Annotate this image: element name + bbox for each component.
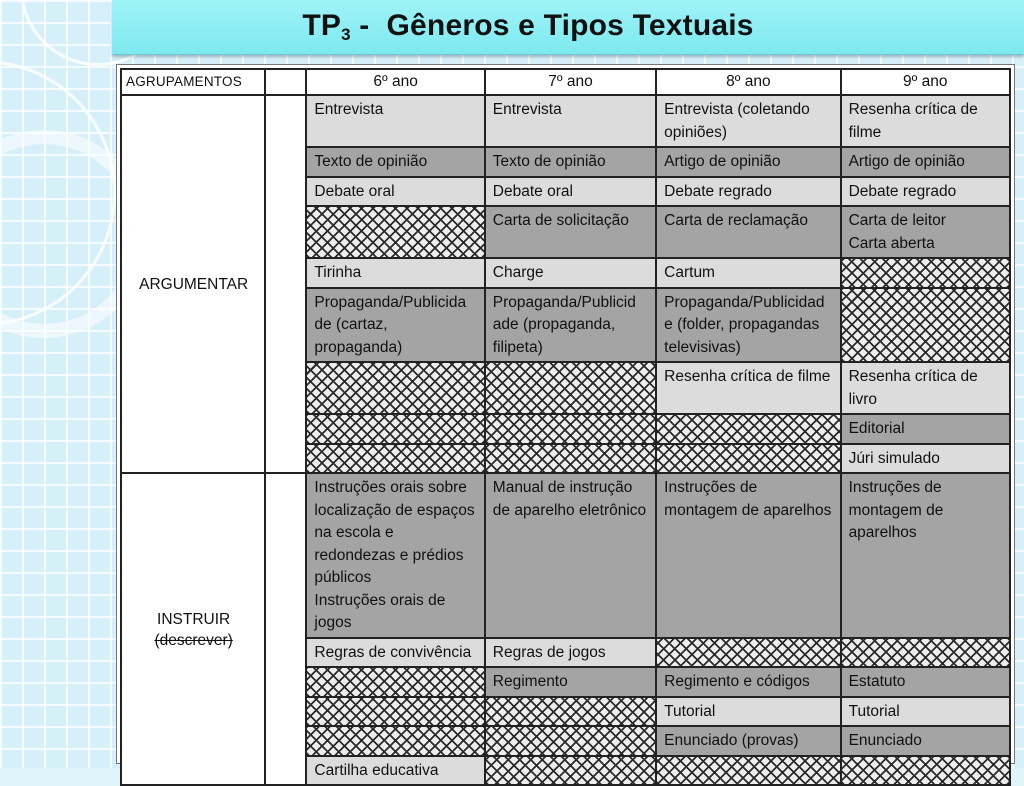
table-row bbox=[121, 473, 1010, 638]
genre-cell-6ano: Tirinha bbox=[306, 258, 484, 288]
genre-cell-7ano: Manual de instrução de aparelho eletrônico bbox=[485, 473, 656, 638]
header-year-8: 8º ano bbox=[656, 69, 840, 95]
genre-cell-6ano: Debate oral bbox=[306, 177, 484, 207]
genre-cell-9ano: Resenha crítica de filme bbox=[841, 95, 1010, 147]
header-year-9: 9º ano bbox=[841, 69, 1010, 95]
genre-cell-8ano: Cartum bbox=[656, 258, 840, 288]
genre-cell-9ano: Tutorial bbox=[841, 697, 1010, 727]
title-subscript: 3 bbox=[341, 25, 351, 44]
blank-column bbox=[265, 95, 306, 473]
genre-cell-8ano: Entrevista (coletando opiniões) bbox=[656, 95, 840, 147]
genre-cell-8ano: Regimento e códigos bbox=[656, 667, 840, 697]
group-name: ARGUMENTAR bbox=[139, 276, 249, 293]
hatched-cell bbox=[306, 667, 484, 697]
hatched-cell bbox=[485, 756, 656, 786]
hatched-cell bbox=[841, 288, 1010, 363]
genre-cell-7ano: Regras de jogos bbox=[485, 638, 656, 668]
title-rest: - Gêneros e Tipos Textuais bbox=[350, 9, 754, 42]
hatched-cell bbox=[841, 756, 1010, 786]
hatched-cell bbox=[306, 726, 484, 756]
hatched-cell bbox=[656, 638, 840, 668]
genre-cell-9ano: Júri simulado bbox=[841, 444, 1010, 474]
hatched-cell bbox=[841, 638, 1010, 668]
hatched-cell bbox=[306, 362, 484, 414]
genre-cell-8ano: Tutorial bbox=[656, 697, 840, 727]
hatched-cell bbox=[306, 414, 484, 444]
genre-cell-9ano: Enunciado bbox=[841, 726, 1010, 756]
hatched-cell bbox=[656, 756, 840, 786]
header-row bbox=[121, 69, 1010, 95]
genre-cell-7ano: Texto de opinião bbox=[485, 147, 656, 177]
hatched-cell bbox=[306, 444, 484, 474]
genre-cell-7ano: Entrevista bbox=[485, 95, 656, 147]
genre-cell-6ano: Regras de convivência bbox=[306, 638, 484, 668]
genre-cell-7ano: Propaganda/Publicid ade (propaganda, filipeta) bbox=[485, 288, 656, 363]
genre-cell-6ano: Entrevista bbox=[306, 95, 484, 147]
genre-cell-6ano: Propaganda/Publicida de (cartaz, propaganda) bbox=[306, 288, 484, 363]
genre-cell-9ano: Resenha crítica de livro bbox=[841, 362, 1010, 414]
header-year-6: 6º ano bbox=[306, 69, 484, 95]
genres-table bbox=[120, 68, 1011, 786]
group-label-instruir bbox=[121, 473, 265, 785]
blank-column bbox=[265, 473, 306, 785]
genre-cell-7ano: Regimento bbox=[485, 667, 656, 697]
title-bar bbox=[112, 0, 1024, 55]
group-label-argumentar bbox=[121, 95, 265, 473]
genre-cell-7ano: Charge bbox=[485, 258, 656, 288]
hatched-cell bbox=[485, 697, 656, 727]
hatched-cell bbox=[656, 414, 840, 444]
genre-cell-8ano: Instruções de montagem de aparelhos bbox=[656, 473, 840, 638]
genre-cell-9ano: Carta de leitor Carta aberta bbox=[841, 206, 1010, 258]
genre-cell-9ano: Debate regrado bbox=[841, 177, 1010, 207]
genre-cell-6ano: Cartilha educativa bbox=[306, 756, 484, 786]
genre-cell-7ano: Carta de solicitação bbox=[485, 206, 656, 258]
hatched-cell bbox=[841, 258, 1010, 288]
genre-cell-6ano: Texto de opinião bbox=[306, 147, 484, 177]
genre-cell-7ano: Debate oral bbox=[485, 177, 656, 207]
title-main: TP bbox=[302, 9, 342, 42]
header-blank bbox=[265, 69, 306, 95]
slide-title bbox=[302, 9, 753, 45]
genre-cell-8ano: Carta de reclamação bbox=[656, 206, 840, 258]
genre-cell-8ano: Debate regrado bbox=[656, 177, 840, 207]
group-sublabel: (descrever) bbox=[154, 631, 233, 649]
genre-cell-8ano: Resenha crítica de filme bbox=[656, 362, 840, 414]
hatched-cell bbox=[485, 362, 656, 414]
hatched-cell bbox=[656, 444, 840, 474]
genre-cell-8ano: Enunciado (provas) bbox=[656, 726, 840, 756]
header-group: AGRUPAMENTOS bbox=[121, 69, 265, 95]
header-year-7: 7º ano bbox=[485, 69, 656, 95]
genre-cell-9ano: Estatuto bbox=[841, 667, 1010, 697]
genre-cell-8ano: Artigo de opinião bbox=[656, 147, 840, 177]
hatched-cell bbox=[485, 726, 656, 756]
group-name: INSTRUIR bbox=[157, 610, 231, 628]
genre-cell-9ano: Editorial bbox=[841, 414, 1010, 444]
hatched-cell bbox=[306, 697, 484, 727]
genre-cell-8ano: Propaganda/Publicidad e (folder, propagandas televisivas) bbox=[656, 288, 840, 363]
hatched-cell bbox=[485, 414, 656, 444]
hatched-cell bbox=[485, 444, 656, 474]
genre-cell-6ano: Instruções orais sobre localização de espaços na escola e redondezas e prédios públicos Instruções orais de jogos bbox=[306, 473, 484, 638]
table-frame bbox=[116, 64, 1015, 779]
genre-cell-9ano: Instruções de montagem de aparelhos bbox=[841, 473, 1010, 638]
hatched-cell bbox=[306, 206, 484, 258]
table-row bbox=[121, 95, 1010, 147]
genre-cell-9ano: Artigo de opinião bbox=[841, 147, 1010, 177]
